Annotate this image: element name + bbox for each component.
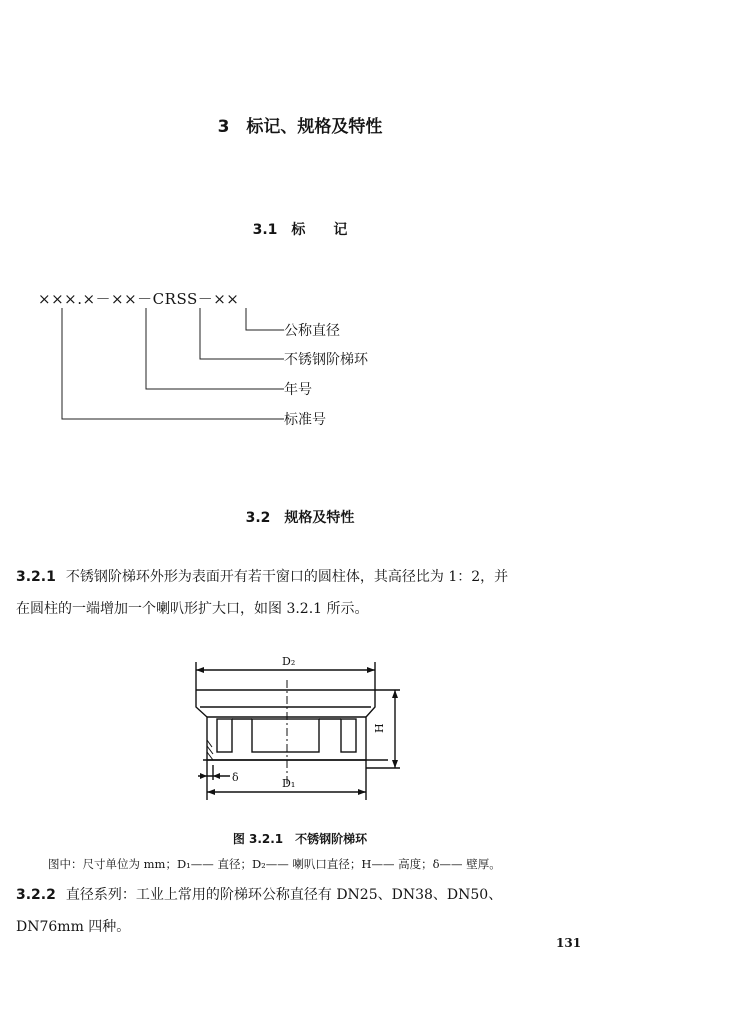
- paragraph-3-2-2-line1: [16, 884, 502, 904]
- label-nominal-diameter: 公称直径: [284, 323, 340, 339]
- paragraph-text: 不锈钢阶梯环外形为表面开有若干窗口的圆柱体，其高径比为 1：2，并: [65, 569, 509, 585]
- chapter-heading: 3 标记、规格及特性: [217, 117, 383, 137]
- section-3-1-title: 3.1 标 记: [252, 222, 348, 238]
- paragraph-number: 3.2.2: [16, 887, 56, 903]
- label-ring-name: 不锈钢阶梯环: [284, 352, 368, 368]
- paragraph-text: 直径系列：工业上常用的阶梯环公称直径有 DN25、DN38、DN50、: [65, 887, 503, 903]
- label-delta: δ: [232, 771, 239, 784]
- paragraph-3-2-1-line2: 在圆柱的一端增加一个喇叭形扩大口，如图 3.2.1 所示。: [16, 601, 369, 617]
- paragraph-3-2-2-line2: DN76mm 四种。: [16, 919, 131, 935]
- marking-code: ×××.×－××－CRSS－××: [38, 290, 240, 308]
- page-number: 131: [556, 936, 582, 950]
- label-d2: D₂: [282, 655, 296, 668]
- section-3-2-title: 3.2 规格及特性: [245, 510, 355, 526]
- label-h: H: [373, 723, 386, 733]
- figure-caption: 图 3.2.1 不锈钢阶梯环: [232, 832, 368, 846]
- figure-legend: 图中：尺寸单位为 mm；D₁—— 直径；D₂—— 喇叭口直径；H—— 高度；δ—— 壁厚。: [48, 857, 501, 871]
- label-standard-no: 标准号: [284, 412, 326, 428]
- label-d1: D₁: [282, 777, 296, 790]
- label-year: 年号: [284, 382, 312, 398]
- paragraph-number: 3.2.1: [16, 569, 56, 585]
